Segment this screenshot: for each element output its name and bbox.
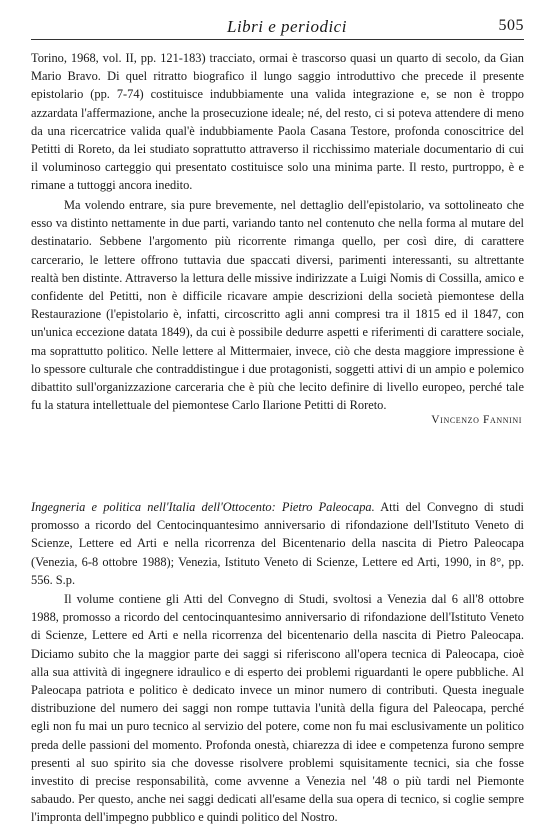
book-title: Ingegneria e politica nell'Italia dell'Ottocento: Pietro Paleocapa.	[31, 500, 375, 514]
journal-section-title: Libri e periodici	[227, 17, 347, 36]
book-details: Atti del Convegno di studi promosso a ricordo del Centocinquantesimo anniversario di rifondazione dell'Istituto Veneto di Scienze, Lettere ed Arti e nella ricorrenza del Bicentenario della nascita di Pietro Paleocapa (Venezia, 6-8 ottobre 1988); Venezia, Istituto Veneto di Scienze, Lettere ed Arti, 1990, in 8°, pp. 556. S.p.	[31, 500, 525, 587]
page-number: 505	[498, 17, 524, 34]
book-entry-heading	[31, 498, 524, 589]
running-header	[31, 11, 524, 40]
journal-page	[31, 0, 524, 831]
review-2-paragraph-1: Il volume contiene gli Atti del Convegno di Studi, svoltosi a Venezia dal 6 all'8 ottobre 1988, promosso a ricordo del centocinquantesimo anniversario di rifondazione dell'Istituto Veneto di Scienze, Lettere ed Arti e nella ricorrenza del bicentenario della nascita di Pietro Paleocapa. Diciamo subito che la maggior parte dei saggi si riferiscono all'opera tecnica di Paleocapa, cioè alla sua attività di ingegnere idraulico e di esperto dei problemi riguardanti le opere pubbliche. Al Paleocapa patriota e politico è dedicato invece un minor numero di contributi. Questa ineguale distribuzione del numero dei saggi non rompe tuttavia l'unità della figura del Paleocapa, perché egli non fu mai un puro tecnico al servizio del potere, come non fu mai esclusivamente un politico preda delle passioni del momento. Profonda onestà, chiarezza di idee e competenza furono sempre presenti al suo spirito sia che dovesse risolvere problemi squisitamente tecnici, sia che fosse investito di precise responsabilità, come avvenne a Venezia nel '48 o più tardi nel Piemonte sabaudo. Per questo, anche nei saggi dedicati all'esame della sua opera di tecnico, si coglie sempre l'impronta dell'impegno pubblico e quindi politico del Nostro.	[31, 592, 524, 825]
reviewer-signature: Vincenzo Fannini	[431, 414, 522, 426]
review-1-paragraph-1: Torino, 1968, vol. II, pp. 121-183) tracciato, ormai è trascorso quasi un quarto di secolo, da Gian Mario Bravo. Di quel ritratto biografico il lungo saggio introduttivo che precede il presente epistolario (pp. 7-74) costituisce indubbiamente una valida integrazione e, se non è troppo azzardata l'affermazione, anche la prosecuzione ideale; né, del resto, ci si poteva attendere di meno da una ricercatrice valida qual'è indubbiamente Paola Casana Testore, profonda conoscitrice del Petitti di Roreto, da lei studiato soprattutto attraverso il ricchissimo materiale documentario di cui il voluminoso carteggio qui presentato costituisce solo una minima parte. Il resto, purtroppo, è e rimane a tuttoggi ancora inedito.	[31, 51, 524, 193]
review-2-body	[31, 590, 524, 827]
review-1-paragraph-2: Ma volendo entrare, sia pure brevemente, nel dettaglio dell'epistolario, va sottolineato che esso va distinto nettamente in due parti, variando tanto nel contenuto che nella forma al mutare del destinatario. Sebbene l'argomento più ricorrente rimanga quello, per così dire, di carattere carcerario, le lettere offrono tuttavia due spaccati diversi, parimenti interessanti, su altrettante realtà ben distinte. Attraverso la lettura delle missive indirizzate a Luigi Nomis di Cossilla, amico e confidente del Petitti, non è difficile ricavare ampie descrizioni della società piemontese della Restaurazione (l'epistolario è, infatti, circoscritto agli anni compresi tra il 1815 ed il 1847, con un'unica eccezione datata 1849), da cui è possibile dedurre aspetti e riferimenti di carattere sociale, ma soprattutto politico. Nelle lettere al Mittermaier, invece, ciò che desta maggiore impressione è lo spessore culturale che contraddistingue i due protagonisti, soggetti attivi di un ampio e polemico dibattito sull'organizzazione carceraria che è più che lecito definire di livello europeo, perché tale fu la statura intellettuale del piemontese Carlo Ilarione Petitti di Roreto.	[31, 198, 524, 413]
review-1-continuation	[31, 49, 524, 195]
review-1-body	[31, 196, 524, 414]
book-citation	[31, 498, 524, 589]
